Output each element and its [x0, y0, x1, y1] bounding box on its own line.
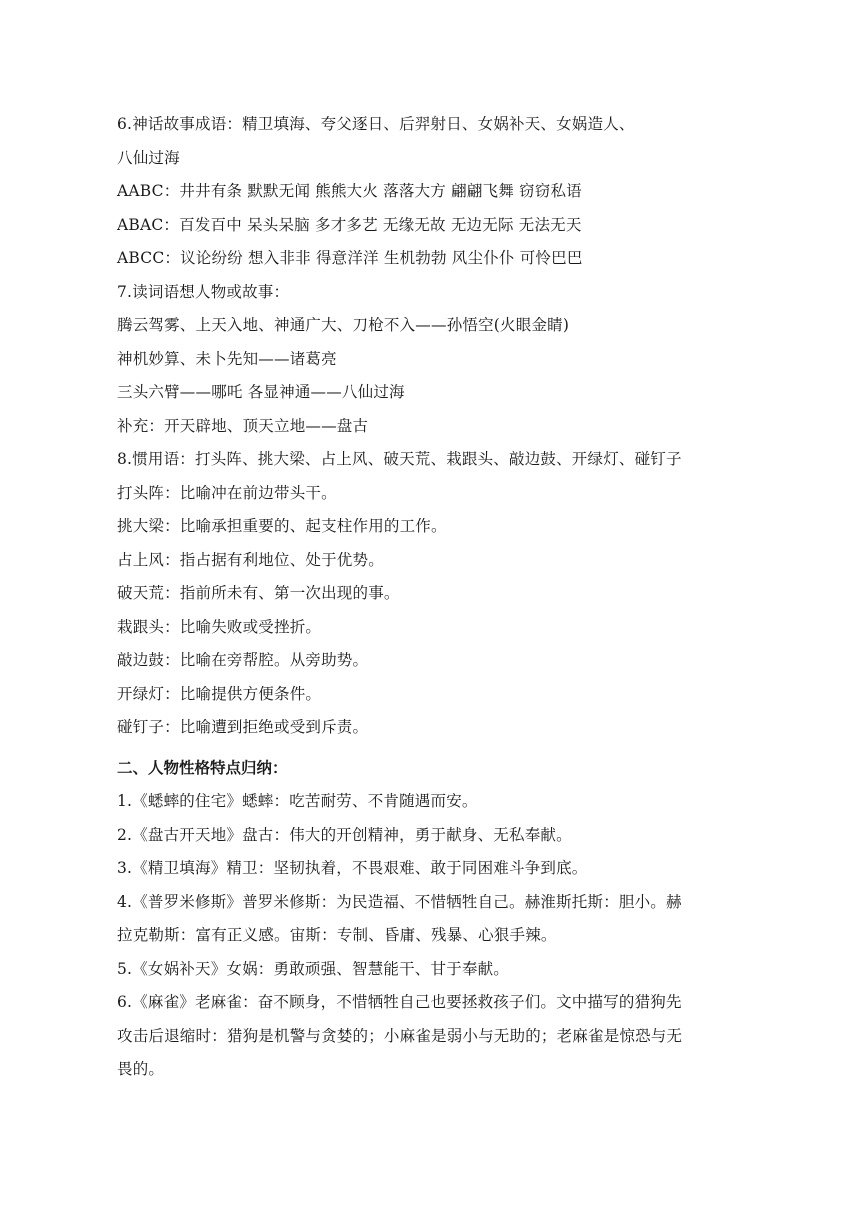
paragraph-myth-idioms [117, 108, 777, 745]
text-line: 4.《普罗米修斯》普罗米修斯：为民造福、不惜牺牲自己。赫淮斯托斯：胆小。赫 [117, 892, 682, 911]
text-line: ABAC：百发百中 呆头呆脑 多才多艺 无缘无故 无边无际 无法无天 [117, 215, 582, 234]
text-line: 拉克勒斯：富有正义感。宙斯：专制、昏庸、残暴、心狠手辣。 [117, 926, 557, 944]
text-line: 栽跟头：比喻失败或受挫折。 [117, 617, 322, 636]
document-page [117, 108, 777, 1087]
text-line: 6.《麻雀》老麻雀：奋不顾身，不惜牺牲自己也要拯救孩子们。文中描写的猎狗先 [117, 993, 682, 1011]
text-line: AABC：井井有条 默默无闻 熊熊大火 落落大方 翩翩飞舞 窃窃私语 [117, 182, 582, 200]
text-line: 1.《蟋蟀的住宅》蟋蟀：吃苦耐劳、不肯随遇而安。 [117, 792, 478, 810]
text-line: 占上风：指占据有利地位、处于优势。 [117, 550, 384, 569]
text-line: 开绿灯：比喻提供方便条件。 [117, 684, 322, 703]
text-line: 八仙过海 [117, 148, 180, 167]
text-line: 神机妙算、未卜先知——诸葛亮 [117, 349, 337, 368]
text-line: 3.《精卫填海》精卫：坚韧执着，不畏艰难、敢于同困难斗争到底。 [117, 859, 588, 877]
text-line: 7.读词语想人物或故事： [117, 282, 290, 301]
text-line: ABCC：议论纷纷 想入非非 得意洋洋 生机勃勃 风尘仆仆 可怜巴巴 [117, 249, 583, 267]
paragraph-character-traits [117, 785, 777, 1087]
text-line: 5.《女娲补天》女娲：勇敢顽强、智慧能干、甘于奉献。 [117, 959, 509, 978]
section-title: 二、人物性格特点归纳： [117, 758, 288, 777]
text-line: 腾云驾雾、上天入地、神通广大、刀枪不入——孙悟空(火眼金睛) [117, 316, 570, 334]
text-line: 三头六臂——哪吒 各显神通——八仙过海 [117, 383, 405, 401]
text-line: 破天荒：指前所未有、第一次出现的事。 [117, 584, 400, 602]
text-line: 挑大梁：比喻承担重要的、起支柱作用的工作。 [117, 517, 447, 535]
text-line: 6.神话故事成语：精卫填海、夸父逐日、后羿射日、女娲补天、女娲造人、 [117, 115, 635, 133]
text-line: 攻击后退缩时：猎狗是机警与贪婪的；小麻雀是弱小与无助的；老麻雀是惊恐与无 [117, 1026, 683, 1045]
text-line: 补充：开天辟地、顶天立地——盘古 [117, 416, 369, 435]
text-line: 敲边鼓：比喻在旁帮腔。从旁助势。 [117, 651, 369, 669]
text-line: 畏的。 [117, 1060, 165, 1078]
text-line: 碰钉子：比喻遭到拒绝或受到斥责。 [117, 718, 369, 736]
text-line: 8.惯用语：打头阵、挑大梁、占上风、破天荒、栽跟头、敲边鼓、开绿灯、碰钉子 [117, 450, 682, 468]
text-line: 打头阵：比喻冲在前边带头干。 [117, 483, 337, 502]
text-line: 2.《盘古开天地》盘古：伟大的开创精神，勇于献身、无私奉献。 [117, 825, 572, 844]
